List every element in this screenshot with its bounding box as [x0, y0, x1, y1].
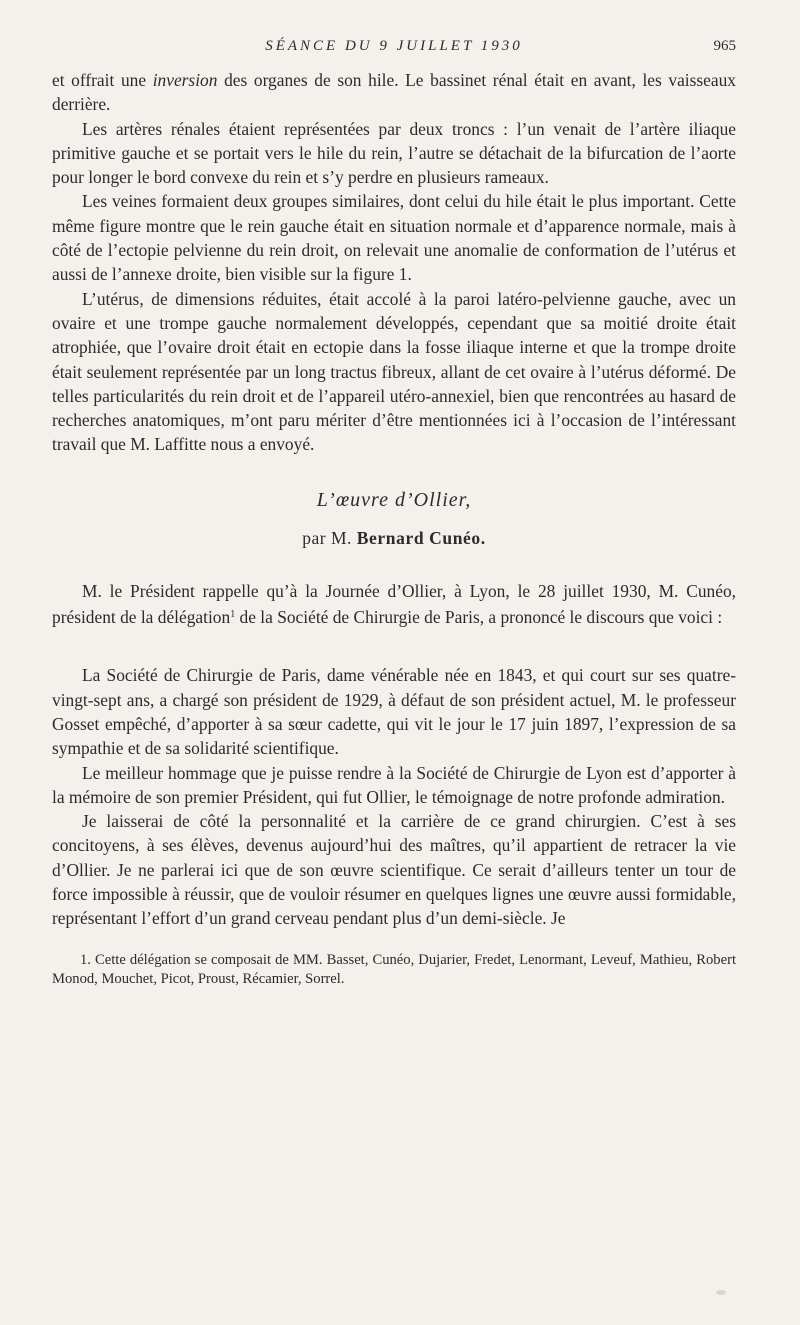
paragraph-text: des organes de son hile. Le bassinet rénal était en avant, les vaisseaux derrière. — [52, 70, 737, 115]
paragraph — [52, 579, 736, 630]
paragraph: Les artères rénales étaient représentées par deux troncs : l’un venait de l’artère iliaque primitive gauche et se portait vers le hile du rein, l’autre se détachait de la bifurcation de l’aorte pour longer le bord convexe du rein et s’y perdre en plusieurs rameaux. — [52, 118, 736, 188]
footnote: 1. Cette délégation se composait de MM. Basset, Cunéo, Dujarier, Fredet, Lenormant, Leveuf, Mathieu, Robert Monod, Mouchet, Picot, Proust, Récamier, Sorrel. — [52, 951, 736, 987]
byline-prefix: par M. — [302, 527, 357, 548]
paragraph-text: et offrait une — [52, 70, 153, 90]
emphasized-term: inversion — [152, 70, 218, 90]
paragraph: Les veines formaient deux groupes similaires, dont celui du hile était le plus important. Cette même figure montre que le rein gauche était en situation normale et d’apparence normale, mais à côté de l’ectopie pelvienne du rein droit, on relevait une anomalie de conformation de l’utérus et aussi de l’annexe droite, bien visible sur la figure 1. — [52, 191, 736, 285]
author-name: Bernard Cunéo. — [356, 527, 486, 548]
byline — [52, 528, 736, 549]
paper-speck — [716, 1290, 726, 1295]
page-number: 965 — [713, 38, 736, 54]
running-header — [52, 38, 736, 68]
paragraph — [52, 68, 736, 117]
section-title: L’œuvre d’Ollier, — [316, 488, 472, 511]
paragraph-text: M. le Président rappelle qu’à la Journée d’Ollier, à Lyon, le 28 juillet 1930, M. Cunéo, président de la délégation — [52, 580, 736, 628]
paragraph: L’utérus, de dimensions réduites, était accolé à la paroi latéro-pelvienne gauche, avec un ovaire et une trompe gauche normalement développés, cependant que sa moitié droite était atrophiée, que l’ovaire droit était en ectopie dans la fosse iliaque interne et que la trompe droite était seulement représentée par un long tractus fibreux, allant de cet ovaire à l’utérus déformé. De telles particularités du rein droit et de l’appareil utéro-annexiel, bien que rencontrées au hasard de recherches anatomiques, m’ont paru mériter d’être mentionnées ici à l’occasion de l’intéressant travail que M. Laffitte nous a envoyé. — [52, 288, 736, 455]
paragraph: La Société de Chirurgie de Paris, dame vénérable née en 1843, et qui court sur ses quatre-vingt-sept ans, a chargé son président de 1929, à défaut de son président actuel, M. le professeur Gosset empêché, d’apporter à sa sœur cadette, qui vit le jour le 17 juin 1897, l’expression de sa sympathie et de sa solidarité scientifique. — [52, 665, 736, 759]
footnote-marker: 1 — [230, 609, 236, 621]
paragraph: Le meilleur hommage que je puisse rendre à la Société de Chirurgie de Lyon est d’apporter à la mémoire de son premier Président, qui fut Ollier, le témoignage de notre profonde admiration. — [52, 762, 736, 807]
paragraph: Je laisserai de côté la personnalité et la carrière de ce grand chirurgien. C’est à ses concitoyens, à ses élèves, devenus aujourd’hui des maîtres, qu’il appartient de retracer la vie d’Ollier. Je ne parlerai ici que de son œuvre scientifique. Ce serait d’ailleurs tenter un tour de force impossible à réussir, que de vouloir résumer en quelques lignes une œuvre aussi formidable, représentant l’effort d’un grand cerveau pendant plus d’un demi-siècle. Je — [52, 811, 736, 929]
document-page — [52, 38, 736, 989]
paragraph-text: de la Société de Chirurgie de Paris, a prononcé le discours que voici : — [235, 607, 723, 628]
running-title: SÉANCE DU 9 JUILLET 1930 — [265, 38, 523, 54]
